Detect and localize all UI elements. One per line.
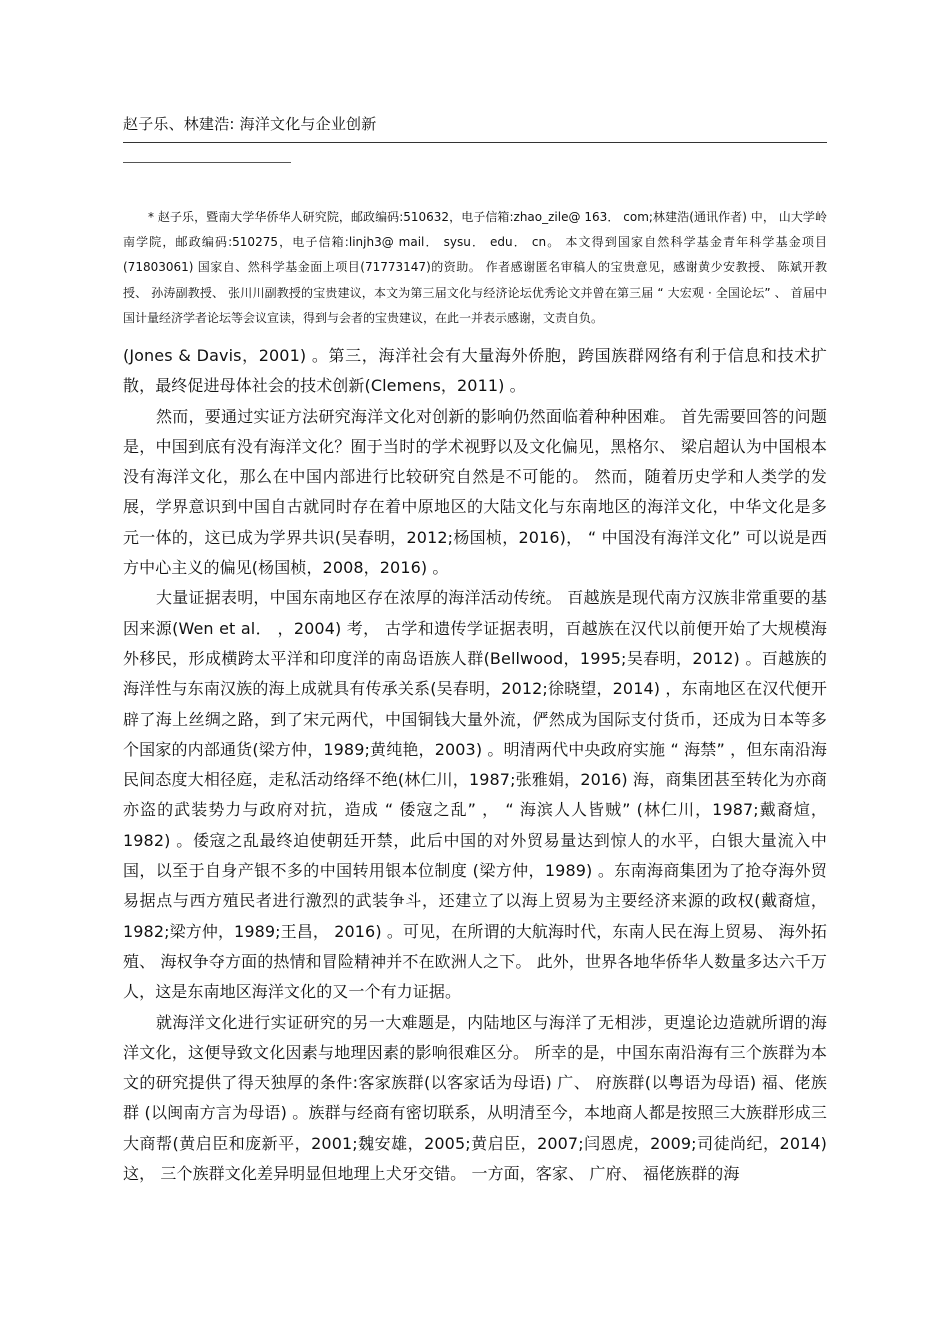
paragraph: 然而，要通过实证方法研究海洋文化对创新的影响仍然面临着种种困难。 首先需要回答的问题是，中国到底有没有海洋文化？囿于当时的学术视野以及文化偏见，黑格尔、 梁启超认为中国根本没有海洋文化，那么在中国内部进行比较研究自然是不可能的。 然而，随着历史学和人类学的发展，学界意识到中国自古就同时存在着中原地区的大陆文化与东南地区的海洋文化，中华文化是多元一体的，这已成为学界共识(吴春明，2012;杨国桢，2016)， “ 中国没有海洋文化” 可以说是西方中心主义的偏见(杨国桢，2008，2016) 。 (123, 406, 827, 578)
footnote: * 赵子乐，暨南大学华侨华人研究院，邮政编码:510632，电子信箱:zhao_zile@ 163． com;林建浩(通讯作者) 中， 山大学岭南学院，邮政编码:510275，电子信箱:linjh3@ mail． sysu． edu． cn。 本文得到国家自然科学基金青年科学基金项目(71803061) 国家自、然科学基金面上项目(71773147)的资助。 作者感谢匿名审稿人的宝贵意见，感谢黄少安教授、 陈斌开教授、 孙涛副教授、 张川川副教授的宝贵建议，本文为第三届文化与经济论坛优秀论文并曾在第三届 “ 大宏观 · 全国论坛” 、 首届中国计量经济学者论坛等会议宣读，得到与会者的宝贵建议，在此一并表示感谢，文责自负。 (123, 210, 827, 325)
body-text (123, 341, 827, 1189)
paragraph: 大量证据表明，中国东南地区存在浓厚的海洋活动传统。 百越族是现代南方汉族非常重要的基因来源(Wen et al． ，2004) 考， 古学和遗传学证据表明，百越族在汉代以前便开始了大规模海外移民，形成横跨太平洋和印度洋的南岛语族人群(Bellwood，1995;吴春明，2012) 。百越族的海洋性与东南汉族的海上成就具有传承关系(吴春明，2012;徐晓望，2014) ，东南地区在汉代便开辟了海上丝绸之路，到了宋元两代，中国铜钱大量外流，俨然成为国际支付货币，还成为日本等多个国家的内部通货(梁方仲，1989;黄纯艳，2003) 。明清两代中央政府实施 “ 海禁” ，但东南沿海民间态度大相径庭，走私活动络绎不绝(林仁川，1987;张雅娟，2016) 海，商集团甚至转化为亦商亦盗的武装势力与政府对抗，造成 “ 倭寇之乱” ， “ 海滨人人皆贼” (林仁川，1987;戴裔煊，1982) 。倭寇之乱最终迫使朝廷开禁，此后中国的对外贸易量达到惊人的水平，白银大量流入中国，以至于自身产银不多的中国转用银本位制度 (梁方仲，1989) 。东南海商集团为了抢夺海外贸易据点与西方殖民者进行激烈的武装争斗，还建立了以海上贸易为主要经济来源的政权(戴裔煊，1982;梁方仲，1989;王昌， 2016) 。可见，在所谓的大航海时代，东南人民在海上贸易、 海外拓殖、 海权争夺方面的热情和冒险精神并不在欧洲人之下。 此外，世界各地华侨华人数量多达六千万人，这是东南地区海洋文化的又一个有力证据。 (123, 588, 827, 1002)
footnote-rule (123, 162, 291, 163)
header-rule (123, 142, 827, 143)
paragraph: 就海洋文化进行实证研究的另一大难题是，内陆地区与海洋了无相涉，更遑论边造就所谓的海洋文化，这便导致文化因素与地理因素的影响很难区分。 所幸的是，中国东南沿海有三个族群为本文的研究提供了得天独厚的条件:客家族群(以客家话为母语) 广、 府族群(以粤语为母语) 福、佬族群 (以闽南方言为母语) 。族群与经商有密切联系，从明清至今，本地商人都是按照三大族群形成三大商帮(黄启臣和庞新平，2001;魏安雄，2005;黄启臣，2007;闫恩虎，2009;司徒尚纪，2014) 这， 三个族群文化差异明显但地理上犬牙交错。 一方面，客家、 广府、 福佬族群的海 (123, 1012, 827, 1184)
paragraph: (Jones & Davis，2001) 。第三，海洋社会有大量海外侨胞，跨国族群网络有利于信息和技术扩散，最终促进母体社会的技术创新(Clemens，2011) 。 (123, 346, 827, 396)
running-head: 赵子乐、林建浩: 海洋文化与企业创新 (123, 115, 377, 133)
